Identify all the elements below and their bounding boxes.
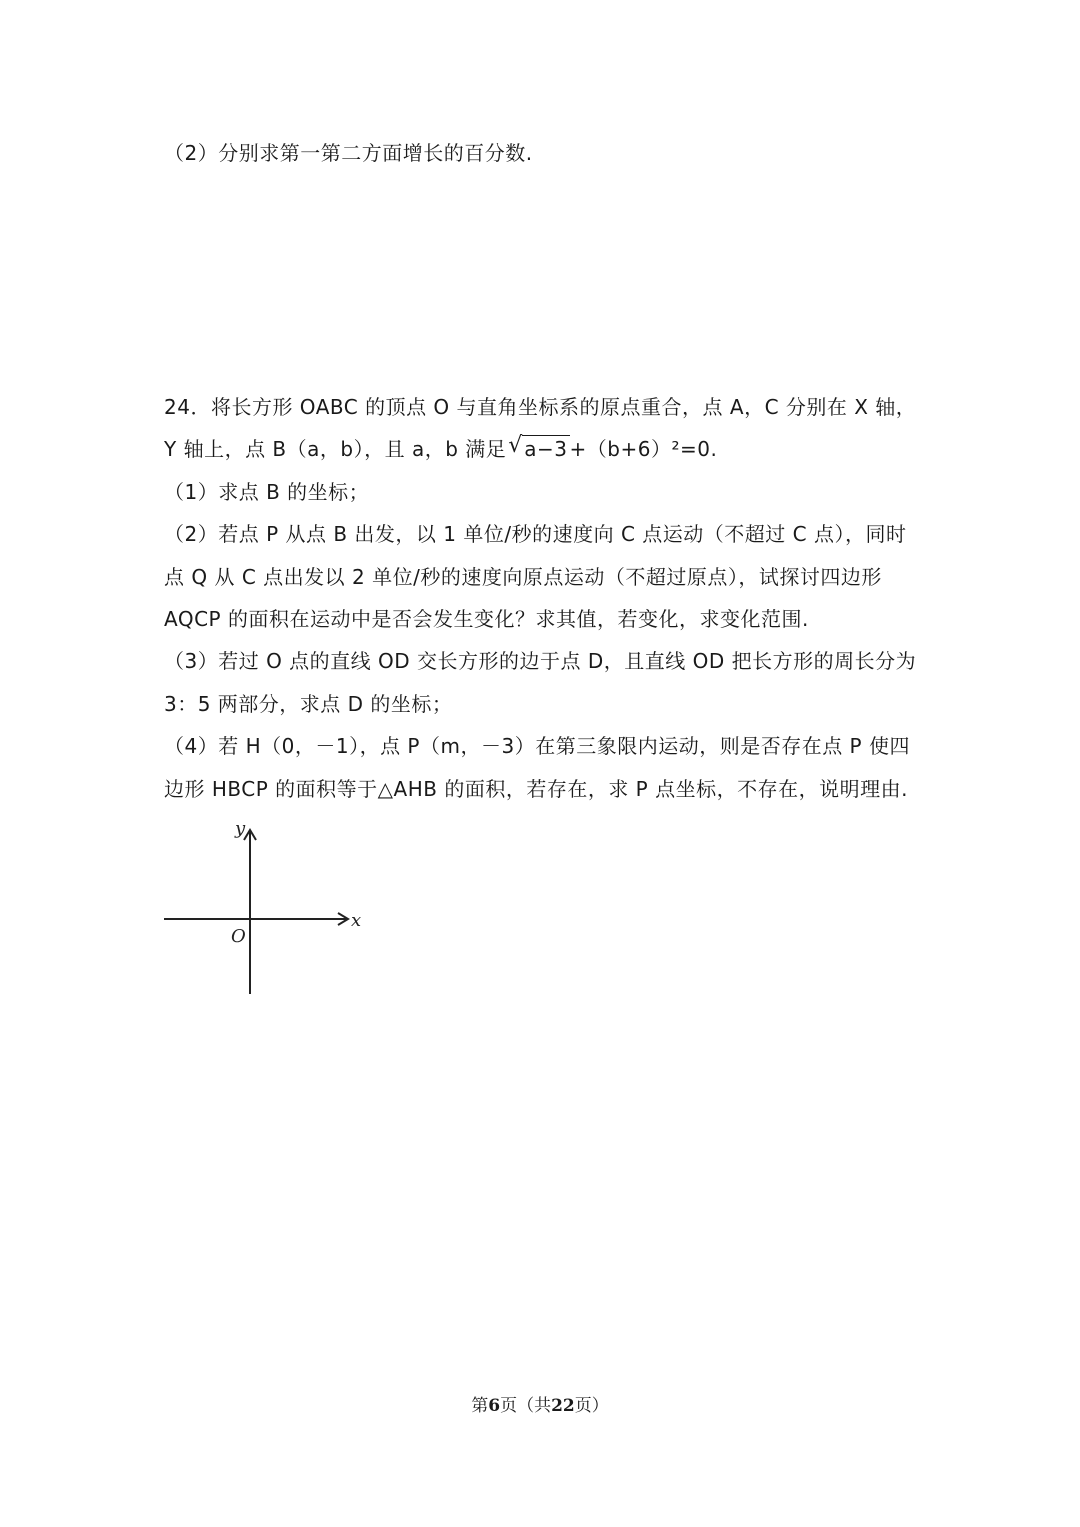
- q24-part2-line1: （2）若点 P 从点 B 出发，以 1 单位/秒的速度向 C 点运动（不超过 C 点），同时: [164, 522, 907, 546]
- x-axis-label: x: [351, 910, 362, 931]
- q24-part2-line3: AQCP 的面积在运动中是否会发生变化？求其值，若变化，求变化范围.: [164, 607, 809, 631]
- footer-total-pages: 22: [551, 1396, 575, 1416]
- q23-part2: （2）分别求第一第二方面增长的百分数.: [164, 141, 533, 165]
- q24-part2-line2: 点 Q 从 C 点出发以 2 单位/秒的速度向原点运动（不超过原点），试探讨四边形: [164, 565, 882, 589]
- q24-line2-post: +（b+6）²=0.: [569, 437, 718, 461]
- radicand: a−3: [524, 437, 568, 461]
- q24-part3-line1: （3）若过 O 点的直线 OD 交长方形的边于点 D，且直线 OD 把长方形的周长分为: [164, 649, 917, 673]
- coordinate-axes-figure: [160, 818, 380, 1003]
- q24-part4-line2: 边形 HBCP 的面积等于△AHB 的面积，若存在，求 P 点坐标，不存在，说明理由.: [164, 777, 908, 801]
- footer-mid: 页（共: [500, 1396, 552, 1416]
- y-axis-label: y: [235, 818, 246, 839]
- square-root: [508, 435, 569, 463]
- q24-line1: 24．将长方形 OABC 的顶点 O 与直角坐标系的原点重合，点 A，C 分别在 X 轴，: [164, 395, 917, 419]
- footer-suffix: 页）: [574, 1396, 609, 1416]
- radical-sign-icon: √: [508, 433, 523, 458]
- q24-line2: [164, 435, 717, 463]
- q24-part4-line1: （4）若 H（0，－1），点 P（m，－3）在第三象限内运动，则是否存在点 P 使四: [164, 734, 910, 758]
- q24-part1: （1）求点 B 的坐标；: [164, 480, 370, 504]
- q24-line2-pre: Y 轴上，点 B（a，b），且 a，b 满足: [164, 437, 507, 461]
- footer-prefix: 第: [471, 1396, 489, 1416]
- footer-page-number: 6: [488, 1396, 501, 1416]
- origin-label: O: [231, 926, 246, 947]
- page-footer: [0, 1394, 1080, 1418]
- q24-part3-line2: 3：5 两部分，求点 D 的坐标；: [164, 692, 453, 716]
